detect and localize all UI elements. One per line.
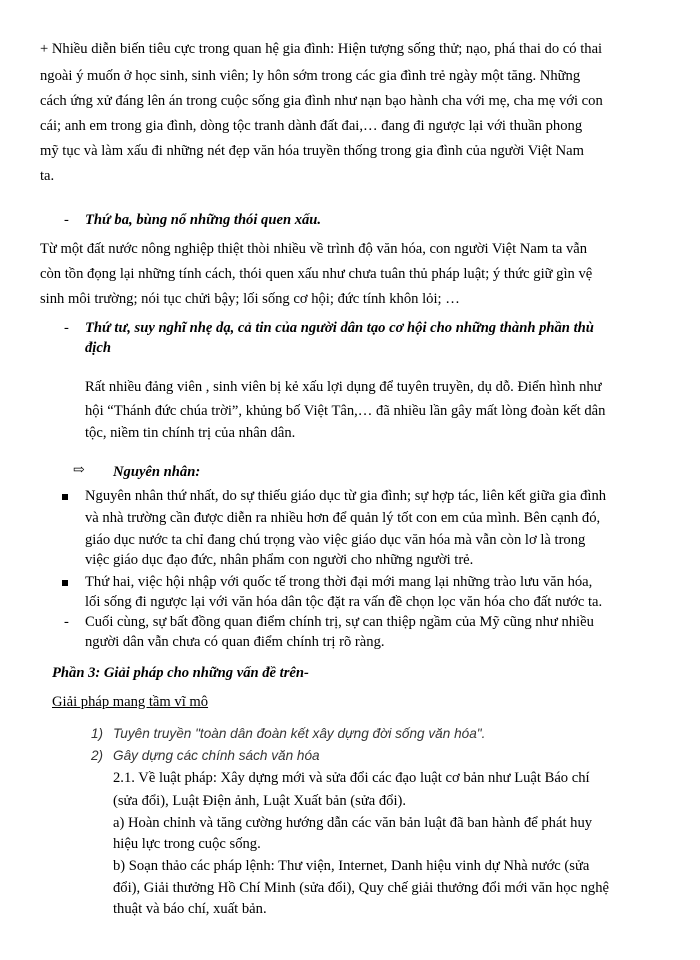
paragraph-line: + Nhiều diễn biến tiêu cực trong quan hệ gia đình: Hiện tượng sống thử; nạo, phá thai do có thai (40, 41, 603, 57)
dash-bullet: - (64, 212, 69, 228)
paragraph-line: thuật và báo chí, xuất bản. (113, 901, 267, 917)
paragraph-line: ngoài ý muốn ở học sinh, sinh viên; ly hôn sớm trong các gia đình trẻ ngày một tăng. Những (40, 68, 581, 84)
paragraph-line: cách ứng xử đáng lên án trong cuộc sống gia đình như nạn bạo hành cha với mẹ, cha mẹ với con (40, 93, 603, 109)
paragraph-line: (sửa đổi), Luật Điện ảnh, Luật Xuất bản (sửa đổi). (113, 793, 407, 809)
list-item-line: Thứ hai, việc hội nhập với quốc tế trong thời đại mới mang lại những trào lưu văn hóa, (85, 574, 593, 590)
paragraph-line: b) Soạn thảo các pháp lệnh: Thư viện, Internet, Danh hiệu vinh dự Nhà nước (sửa (113, 858, 590, 874)
paragraph-line: cái; anh em trong gia đình, dòng tộc tranh dành đất đai,… đang đi ngược lại với thuần phong (40, 118, 583, 134)
part-heading: Phần 3: Giải pháp cho những vấn đề trên- (52, 665, 309, 681)
list-item-line: lối sống đi ngược lại với văn hóa dân tộc đặt ra vấn đề chọn lọc văn hóa cho đất nước ta. (85, 594, 603, 610)
paragraph-line: hiệu lực trong cuộc sống. (113, 836, 261, 852)
paragraph-line: còn tồn đọng lại những tính cách, thói quen xấu như chưa tuân thủ pháp luật; ý thức giữ gìn vệ (40, 266, 593, 282)
dash-bullet: - (64, 614, 69, 630)
paragraph-line: sinh môi trường; nói tục chửi bậy; lối sống cơ hội; đức tính khôn lỏi; … (40, 291, 460, 307)
paragraph-line: Từ một đất nước nông nghiệp thiệt thòi nhiều về trình độ văn hóa, con người Việt Nam ta vẫn (40, 241, 588, 257)
square-bullet-icon (62, 580, 68, 586)
square-bullet-icon (62, 494, 68, 500)
paragraph-line: đổi), Giải thưởng Hồ Chí Minh (sửa đổi), Quy chế giải thưởng đổi mới văn học nghệ (113, 880, 609, 896)
paragraph-line: mỹ tục và làm xấu đi những nét đẹp văn hóa truyền thống trong gia đình của người Việt Nam (40, 143, 585, 159)
numbered-list-item: Tuyên truyền "toàn dân đoàn kết xây dựng đời sống văn hóa". (113, 726, 486, 741)
paragraph-line: hội “Thánh đức chúa trời”, khủng bố Việt Tân,… đã nhiều lần gây mất lòng đoàn kết dân (85, 403, 606, 419)
paragraph-line: ta. (40, 168, 55, 184)
list-item-line: Cuối cùng, sự bất đồng quan điểm chính trị, sự can thiệp ngầm của Mỹ cũng như nhiều (85, 614, 594, 630)
list-item-line: và nhà trường cần được diễn ra nhiều hơn để quản lý tốt con em của mình. Bên cạnh đó, (85, 510, 601, 526)
arrow-right-icon: ⇨ (73, 463, 85, 478)
paragraph-line: 2.1. Về luật pháp: Xây dựng mới và sửa đổi các đạo luật cơ bản như Luật Báo chí (113, 770, 590, 786)
numbered-list-item: Gây dựng các chính sách văn hóa (113, 748, 320, 763)
paragraph-line: tộc, niềm tin chính trị của nhân dân. (85, 425, 296, 441)
subheading: Giải pháp mang tầm vĩ mô (52, 694, 209, 710)
list-item-line: Nguyên nhân thứ nhất, do sự thiếu giáo dục từ gia đình; sự hợp tác, liên kết giữa gia đình (85, 488, 607, 504)
dash-bullet: - (64, 320, 69, 336)
list-item-line: giáo dục nước ta chỉ đang chú trọng vào việc giáo dục văn hóa mà vẫn còn lơ là trong (85, 532, 586, 548)
numbered-list-number: 1) (91, 726, 104, 741)
section-heading: địch (85, 340, 111, 356)
paragraph-line: Rất nhiều đảng viên , sinh viên bị kẻ xấu lợi dụng để tuyên truyền, dụ dỗ. Điển hình như (85, 379, 602, 395)
causes-heading: Nguyên nhân: (113, 464, 201, 480)
list-item-line: người dân vẫn chưa có quan điểm chính trị rõ ràng. (85, 634, 385, 650)
numbered-list-number: 2) (91, 748, 104, 763)
list-item-line: việc giáo dục đạo đức, nhân phẩm con người cho những người trẻ. (85, 552, 474, 568)
section-heading: Thứ ba, bùng nổ những thói quen xấu. (85, 212, 322, 228)
paragraph-line: a) Hoàn chỉnh và tăng cường hướng dẫn các văn bản luật đã ban hành để phát huy (113, 815, 593, 831)
section-heading: Thứ tư, suy nghĩ nhẹ dạ, cả tin của người dân tạo cơ hội cho những thành phần thù (85, 320, 594, 336)
